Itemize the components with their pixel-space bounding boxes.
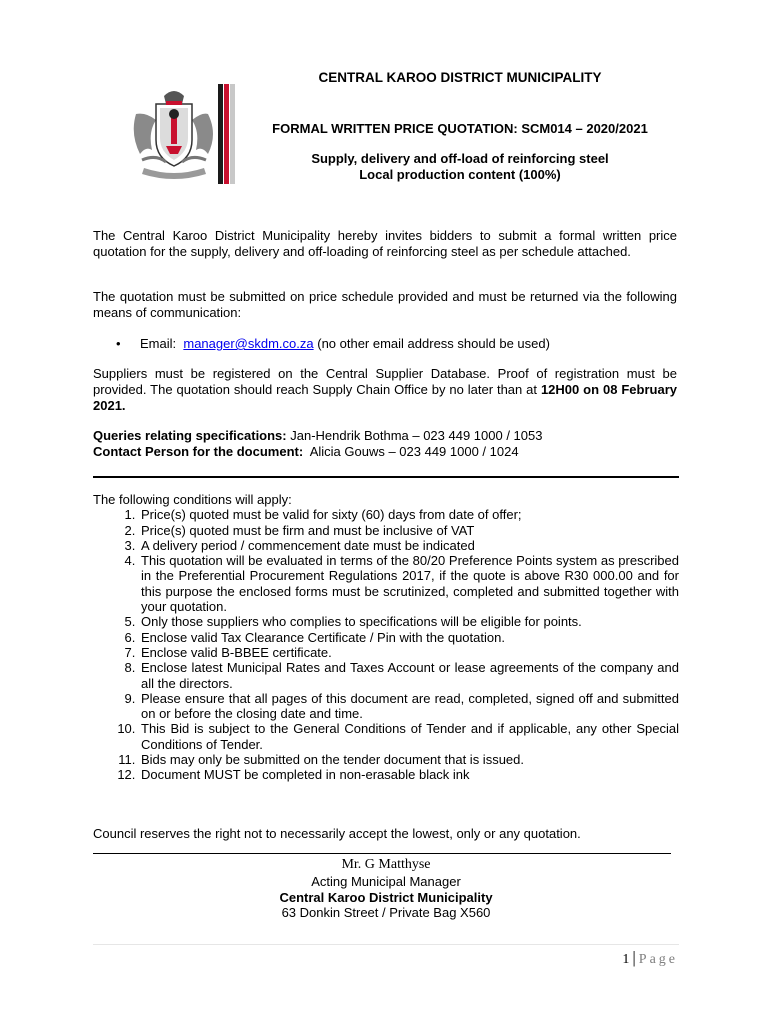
condition-item: 10. This Bid is subject to the General Conditions of Tender and if applicable, any other Special Conditions of Tender.	[139, 721, 679, 752]
condition-item: 4. This quotation will be evaluated in terms of the 80/20 Preference Points system as prescribed in the Preferential Procurement Regulations 2017, if the quote is above R30 000.00 and for this purpose the enclosed forms must be scrutinized, completed and submitted together with your quotation.	[139, 553, 679, 614]
subject-line-1: Supply, delivery and off-load of reinforcing steel	[311, 151, 609, 166]
condition-item: 11. Bids may only be submitted on the tender document that is issued.	[139, 752, 679, 767]
email-label: Email:	[140, 336, 177, 351]
footer-divider	[93, 944, 679, 945]
contact-line	[93, 444, 677, 460]
condition-item: 12. Document MUST be completed in non-erasable black ink	[139, 767, 679, 782]
conditions-list	[93, 507, 679, 782]
signatory-address: 63 Donkin Street / Private Bag X560	[281, 905, 491, 920]
signature-line	[93, 853, 671, 854]
quotation-subject	[240, 151, 680, 183]
signatory-title: Acting Municipal Manager	[311, 874, 461, 889]
registration-text: Suppliers must be registered on the Central Supplier Database. Proof of registration must be provided. The quotation should reach Supply Chain Office by no later than at	[93, 366, 677, 397]
condition-item: 6. Enclose valid Tax Clearance Certificate / Pin with the quotation.	[139, 630, 679, 645]
condition-item: 2. Price(s) quoted must be firm and must be inclusive of VAT	[139, 523, 679, 538]
condition-item: 9. Please ensure that all pages of this document are read, completed, signed off and submitted on or before the closing date and time.	[139, 691, 679, 722]
queries-value: Jan-Hendrik Bothma – 023 449 1000 / 1053	[290, 428, 543, 443]
page-separator: |	[632, 948, 636, 967]
intro-paragraph: The Central Karoo District Municipality hereby invites bidders to submit a formal written price quotation for the supply, delivery and off-loading of reinforcing steel as per schedule attached.	[93, 228, 677, 259]
condition-item: 5. Only those suppliers who complies to specifications will be eligible for points.	[139, 614, 679, 629]
bullet-dot-icon: •	[116, 336, 121, 351]
conditions-section	[93, 492, 679, 783]
signatory-name: Mr. G Matthyse	[341, 857, 431, 872]
contact-value: Alicia Gouws – 023 449 1000 / 1024	[309, 444, 519, 459]
condition-item: 1. Price(s) quoted must be valid for sixty (60) days from date of offer;	[139, 507, 679, 522]
page-word: Page	[638, 952, 678, 967]
section-divider	[93, 476, 679, 478]
conditions-intro: The following conditions will apply:	[93, 492, 292, 507]
condition-item: 8. Enclose latest Municipal Rates and Taxes Account or lease agreements of the company and all the directors.	[139, 660, 679, 691]
registration-paragraph	[93, 366, 677, 414]
subject-line-2: Local production content (100%)	[359, 167, 561, 182]
queries-line	[93, 428, 677, 444]
submission-paragraph: The quotation must be submitted on price schedule provided and must be returned via the following means of communication:	[93, 289, 677, 320]
page-number	[622, 948, 678, 968]
organization-title: CENTRAL KAROO DISTRICT MUNICIPALITY	[318, 70, 602, 85]
email-link[interactable]: manager@skdm.co.za	[183, 336, 314, 351]
queries-label: Queries relating specifications:	[93, 428, 287, 443]
council-note: Council reserves the right not to necessarily accept the lowest, only or any quotation.	[93, 826, 581, 841]
quotation-reference: FORMAL WRITTEN PRICE QUOTATION: SCM014 – 2020/2021	[272, 121, 648, 136]
municipal-crest-logo	[126, 84, 238, 184]
email-bullet	[116, 336, 550, 351]
email-note: (no other email address should be used)	[317, 336, 550, 351]
signatory-organization: Central Karoo District Municipality	[279, 890, 493, 905]
contacts-block	[93, 428, 677, 460]
condition-item: 3. A delivery period / commencement date must be indicated	[139, 538, 679, 553]
page-number-value: 1	[622, 952, 630, 967]
contact-label: Contact Person for the document:	[93, 444, 304, 459]
deadline-text: 12H00 on 08 February 2021.	[93, 382, 677, 413]
condition-item: 7. Enclose valid B-BBEE certificate.	[139, 645, 679, 660]
